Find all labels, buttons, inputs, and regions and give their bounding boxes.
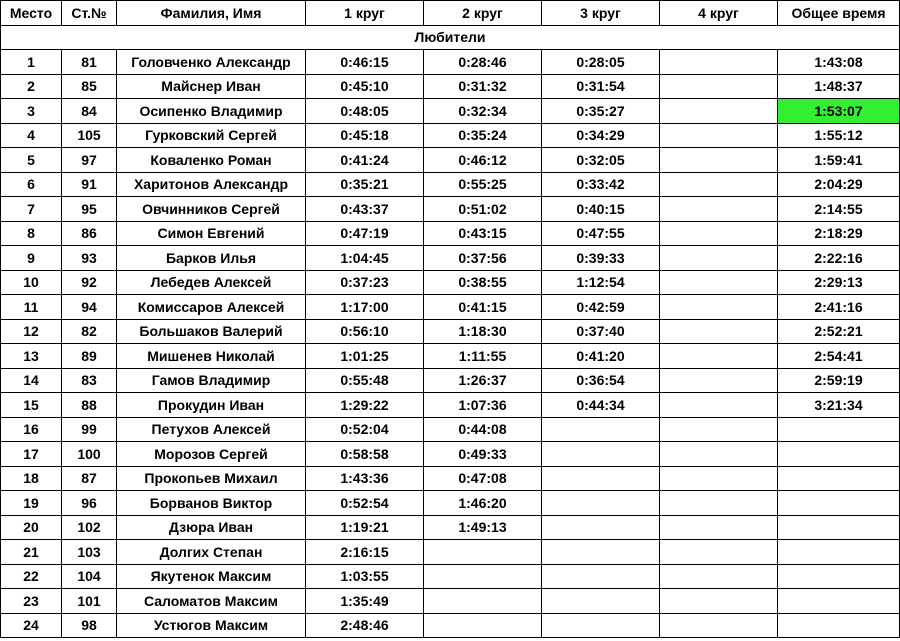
cell-lap2: 1:26:37 bbox=[424, 368, 542, 393]
cell-lap1: 0:46:15 bbox=[306, 50, 424, 75]
cell-total bbox=[778, 515, 900, 540]
cell-lap3 bbox=[542, 589, 660, 614]
cell-name: Барков Илья bbox=[117, 246, 306, 271]
cell-lap1: 0:55:48 bbox=[306, 368, 424, 393]
cell-lap3: 0:47:55 bbox=[542, 221, 660, 246]
cell-total: 1:55:12 bbox=[778, 123, 900, 148]
cell-name: Харитонов Александр bbox=[117, 172, 306, 197]
cell-total: 2:52:21 bbox=[778, 319, 900, 344]
cell-place: 21 bbox=[1, 540, 62, 565]
cell-total: 2:14:55 bbox=[778, 197, 900, 222]
cell-lap4 bbox=[660, 515, 778, 540]
table-row bbox=[1, 172, 900, 197]
cell-lap4 bbox=[660, 589, 778, 614]
cell-total: 2:04:29 bbox=[778, 172, 900, 197]
cell-lap3 bbox=[542, 466, 660, 491]
cell-lap1: 1:17:00 bbox=[306, 295, 424, 320]
table-row bbox=[1, 148, 900, 173]
cell-bib: 85 bbox=[62, 74, 117, 99]
cell-total bbox=[778, 564, 900, 589]
cell-total: 2:29:13 bbox=[778, 270, 900, 295]
cell-lap1: 0:47:19 bbox=[306, 221, 424, 246]
cell-lap4 bbox=[660, 393, 778, 418]
cell-lap3 bbox=[542, 515, 660, 540]
cell-lap3: 0:41:20 bbox=[542, 344, 660, 369]
table-row bbox=[1, 197, 900, 222]
cell-bib: 83 bbox=[62, 368, 117, 393]
table-row bbox=[1, 442, 900, 467]
cell-lap1: 0:56:10 bbox=[306, 319, 424, 344]
cell-lap2 bbox=[424, 540, 542, 565]
cell-lap2: 0:46:12 bbox=[424, 148, 542, 173]
cell-name: Большаков Валерий bbox=[117, 319, 306, 344]
cell-lap1: 0:48:05 bbox=[306, 99, 424, 124]
cell-lap2: 0:32:34 bbox=[424, 99, 542, 124]
table-row bbox=[1, 221, 900, 246]
table-row bbox=[1, 564, 900, 589]
cell-total bbox=[778, 417, 900, 442]
cell-total: 2:59:19 bbox=[778, 368, 900, 393]
header-place: Место bbox=[1, 1, 62, 26]
cell-lap2 bbox=[424, 613, 542, 638]
cell-place: 13 bbox=[1, 344, 62, 369]
cell-lap4 bbox=[660, 540, 778, 565]
cell-lap4 bbox=[660, 368, 778, 393]
cell-lap1: 0:35:21 bbox=[306, 172, 424, 197]
cell-lap3 bbox=[542, 540, 660, 565]
cell-name: Саломатов Максим bbox=[117, 589, 306, 614]
cell-lap3: 0:42:59 bbox=[542, 295, 660, 320]
table-row bbox=[1, 368, 900, 393]
cell-lap3 bbox=[542, 564, 660, 589]
table-row bbox=[1, 466, 900, 491]
table-row bbox=[1, 491, 900, 516]
cell-lap2: 1:11:55 bbox=[424, 344, 542, 369]
cell-place: 24 bbox=[1, 613, 62, 638]
cell-lap1: 2:48:46 bbox=[306, 613, 424, 638]
cell-lap3: 0:44:34 bbox=[542, 393, 660, 418]
cell-bib: 105 bbox=[62, 123, 117, 148]
section-title: Любители bbox=[1, 25, 900, 50]
cell-lap4 bbox=[660, 74, 778, 99]
cell-lap2: 0:37:56 bbox=[424, 246, 542, 271]
cell-total: 1:59:41 bbox=[778, 148, 900, 173]
cell-lap2: 0:28:46 bbox=[424, 50, 542, 75]
cell-lap4 bbox=[660, 442, 778, 467]
table-row bbox=[1, 613, 900, 638]
cell-place: 20 bbox=[1, 515, 62, 540]
cell-total: 2:22:16 bbox=[778, 246, 900, 271]
cell-lap2: 0:35:24 bbox=[424, 123, 542, 148]
cell-lap4 bbox=[660, 172, 778, 197]
cell-lap3: 0:32:05 bbox=[542, 148, 660, 173]
cell-lap1: 1:03:55 bbox=[306, 564, 424, 589]
cell-lap3: 0:39:33 bbox=[542, 246, 660, 271]
cell-place: 8 bbox=[1, 221, 62, 246]
cell-total bbox=[778, 491, 900, 516]
cell-bib: 101 bbox=[62, 589, 117, 614]
cell-total bbox=[778, 589, 900, 614]
cell-lap3: 0:40:15 bbox=[542, 197, 660, 222]
header-lap1: 1 круг bbox=[306, 1, 424, 26]
cell-lap1: 1:35:49 bbox=[306, 589, 424, 614]
cell-bib: 81 bbox=[62, 50, 117, 75]
cell-bib: 99 bbox=[62, 417, 117, 442]
cell-lap3 bbox=[542, 491, 660, 516]
cell-place: 10 bbox=[1, 270, 62, 295]
cell-bib: 87 bbox=[62, 466, 117, 491]
cell-place: 7 bbox=[1, 197, 62, 222]
cell-name: Комиссаров Алексей bbox=[117, 295, 306, 320]
cell-lap4 bbox=[660, 466, 778, 491]
cell-name: Петухов Алексей bbox=[117, 417, 306, 442]
cell-place: 19 bbox=[1, 491, 62, 516]
cell-place: 1 bbox=[1, 50, 62, 75]
cell-lap2: 1:46:20 bbox=[424, 491, 542, 516]
cell-name: Дзюра Иван bbox=[117, 515, 306, 540]
cell-lap2: 1:07:36 bbox=[424, 393, 542, 418]
cell-place: 3 bbox=[1, 99, 62, 124]
cell-bib: 104 bbox=[62, 564, 117, 589]
cell-bib: 86 bbox=[62, 221, 117, 246]
cell-lap1: 0:43:37 bbox=[306, 197, 424, 222]
cell-lap2: 0:38:55 bbox=[424, 270, 542, 295]
table-row bbox=[1, 319, 900, 344]
table-row bbox=[1, 270, 900, 295]
cell-lap2: 0:55:25 bbox=[424, 172, 542, 197]
cell-lap2 bbox=[424, 564, 542, 589]
cell-lap4 bbox=[660, 295, 778, 320]
header-bib: Ст.№ bbox=[62, 1, 117, 26]
cell-lap3 bbox=[542, 417, 660, 442]
cell-lap3: 0:33:42 bbox=[542, 172, 660, 197]
header-lap4: 4 круг bbox=[660, 1, 778, 26]
cell-place: 23 bbox=[1, 589, 62, 614]
cell-lap4 bbox=[660, 417, 778, 442]
cell-lap3 bbox=[542, 613, 660, 638]
cell-lap1: 0:52:04 bbox=[306, 417, 424, 442]
cell-lap3: 0:36:54 bbox=[542, 368, 660, 393]
cell-bib: 103 bbox=[62, 540, 117, 565]
cell-name: Борванов Виктор bbox=[117, 491, 306, 516]
cell-place: 11 bbox=[1, 295, 62, 320]
cell-place: 22 bbox=[1, 564, 62, 589]
cell-name: Гурковский Сергей bbox=[117, 123, 306, 148]
cell-bib: 84 bbox=[62, 99, 117, 124]
cell-bib: 91 bbox=[62, 172, 117, 197]
cell-name: Мишенев Николай bbox=[117, 344, 306, 369]
cell-lap4 bbox=[660, 564, 778, 589]
cell-lap3: 1:12:54 bbox=[542, 270, 660, 295]
cell-lap1: 0:45:10 bbox=[306, 74, 424, 99]
cell-lap3: 0:35:27 bbox=[542, 99, 660, 124]
cell-lap3: 0:28:05 bbox=[542, 50, 660, 75]
cell-lap3: 0:37:40 bbox=[542, 319, 660, 344]
cell-lap4 bbox=[660, 613, 778, 638]
header-name: Фамилия, Имя bbox=[117, 1, 306, 26]
cell-lap1: 1:29:22 bbox=[306, 393, 424, 418]
table-row bbox=[1, 123, 900, 148]
cell-lap3: 0:34:29 bbox=[542, 123, 660, 148]
cell-total bbox=[778, 613, 900, 638]
cell-bib: 92 bbox=[62, 270, 117, 295]
cell-lap2: 0:41:15 bbox=[424, 295, 542, 320]
header-lap2: 2 круг bbox=[424, 1, 542, 26]
cell-lap1: 1:01:25 bbox=[306, 344, 424, 369]
cell-total bbox=[778, 466, 900, 491]
cell-lap4 bbox=[660, 148, 778, 173]
cell-total bbox=[778, 540, 900, 565]
cell-place: 2 bbox=[1, 74, 62, 99]
cell-lap2: 0:44:08 bbox=[424, 417, 542, 442]
cell-place: 4 bbox=[1, 123, 62, 148]
cell-lap1: 0:41:24 bbox=[306, 148, 424, 173]
cell-lap4 bbox=[660, 344, 778, 369]
cell-total: 3:21:34 bbox=[778, 393, 900, 418]
header-total: Общее время bbox=[778, 1, 900, 26]
cell-lap1: 0:52:54 bbox=[306, 491, 424, 516]
cell-lap4 bbox=[660, 270, 778, 295]
cell-lap4 bbox=[660, 50, 778, 75]
cell-bib: 102 bbox=[62, 515, 117, 540]
cell-name: Долгих Степан bbox=[117, 540, 306, 565]
cell-lap4 bbox=[660, 221, 778, 246]
cell-name: Симон Евгений bbox=[117, 221, 306, 246]
cell-lap1: 2:16:15 bbox=[306, 540, 424, 565]
cell-name: Коваленко Роман bbox=[117, 148, 306, 173]
cell-bib: 88 bbox=[62, 393, 117, 418]
section-row bbox=[1, 25, 900, 50]
cell-lap1: 1:04:45 bbox=[306, 246, 424, 271]
cell-lap3 bbox=[542, 442, 660, 467]
cell-lap2: 1:49:13 bbox=[424, 515, 542, 540]
cell-lap1: 1:43:36 bbox=[306, 466, 424, 491]
cell-name: Майснер Иван bbox=[117, 74, 306, 99]
cell-bib: 96 bbox=[62, 491, 117, 516]
cell-bib: 89 bbox=[62, 344, 117, 369]
cell-name: Гамов Владимир bbox=[117, 368, 306, 393]
table-row bbox=[1, 74, 900, 99]
cell-bib: 95 bbox=[62, 197, 117, 222]
cell-bib: 93 bbox=[62, 246, 117, 271]
cell-name: Овчинников Сергей bbox=[117, 197, 306, 222]
cell-name: Прокопьев Михаил bbox=[117, 466, 306, 491]
table-row bbox=[1, 246, 900, 271]
table-row bbox=[1, 417, 900, 442]
header-row bbox=[1, 1, 900, 26]
cell-lap2 bbox=[424, 589, 542, 614]
cell-place: 9 bbox=[1, 246, 62, 271]
cell-lap2: 0:31:32 bbox=[424, 74, 542, 99]
cell-total: 1:48:37 bbox=[778, 74, 900, 99]
cell-name: Головченко Александр bbox=[117, 50, 306, 75]
cell-bib: 94 bbox=[62, 295, 117, 320]
cell-place: 16 bbox=[1, 417, 62, 442]
cell-name: Якутенок Максим bbox=[117, 564, 306, 589]
table-row bbox=[1, 295, 900, 320]
cell-lap4 bbox=[660, 123, 778, 148]
cell-bib: 97 bbox=[62, 148, 117, 173]
cell-name: Морозов Сергей bbox=[117, 442, 306, 467]
cell-total bbox=[778, 442, 900, 467]
header-lap3: 3 круг bbox=[542, 1, 660, 26]
cell-total: 2:18:29 bbox=[778, 221, 900, 246]
cell-name: Прокудин Иван bbox=[117, 393, 306, 418]
table-row bbox=[1, 99, 900, 124]
cell-total: 1:43:08 bbox=[778, 50, 900, 75]
cell-lap4 bbox=[660, 99, 778, 124]
cell-lap2: 0:47:08 bbox=[424, 466, 542, 491]
cell-lap2: 0:49:33 bbox=[424, 442, 542, 467]
cell-lap4 bbox=[660, 319, 778, 344]
cell-place: 17 bbox=[1, 442, 62, 467]
table-row bbox=[1, 344, 900, 369]
cell-lap3: 0:31:54 bbox=[542, 74, 660, 99]
results-body bbox=[1, 50, 900, 638]
cell-lap4 bbox=[660, 197, 778, 222]
cell-lap2: 0:43:15 bbox=[424, 221, 542, 246]
cell-lap1: 1:19:21 bbox=[306, 515, 424, 540]
cell-name: Осипенко Владимир bbox=[117, 99, 306, 124]
cell-bib: 82 bbox=[62, 319, 117, 344]
cell-place: 18 bbox=[1, 466, 62, 491]
cell-place: 14 bbox=[1, 368, 62, 393]
cell-bib: 98 bbox=[62, 613, 117, 638]
cell-place: 12 bbox=[1, 319, 62, 344]
cell-place: 15 bbox=[1, 393, 62, 418]
cell-lap4 bbox=[660, 246, 778, 271]
cell-lap1: 0:37:23 bbox=[306, 270, 424, 295]
cell-lap1: 0:58:58 bbox=[306, 442, 424, 467]
cell-lap2: 1:18:30 bbox=[424, 319, 542, 344]
cell-total: 2:54:41 bbox=[778, 344, 900, 369]
table-row bbox=[1, 540, 900, 565]
cell-bib: 100 bbox=[62, 442, 117, 467]
cell-total: 1:53:07 bbox=[778, 99, 900, 124]
cell-name: Лебедев Алексей bbox=[117, 270, 306, 295]
table-row bbox=[1, 589, 900, 614]
cell-place: 5 bbox=[1, 148, 62, 173]
cell-name: Устюгов Максим bbox=[117, 613, 306, 638]
cell-total: 2:41:16 bbox=[778, 295, 900, 320]
cell-lap4 bbox=[660, 491, 778, 516]
table-row bbox=[1, 50, 900, 75]
cell-lap2: 0:51:02 bbox=[424, 197, 542, 222]
cell-place: 6 bbox=[1, 172, 62, 197]
table-row bbox=[1, 393, 900, 418]
cell-lap1: 0:45:18 bbox=[306, 123, 424, 148]
table-row bbox=[1, 515, 900, 540]
